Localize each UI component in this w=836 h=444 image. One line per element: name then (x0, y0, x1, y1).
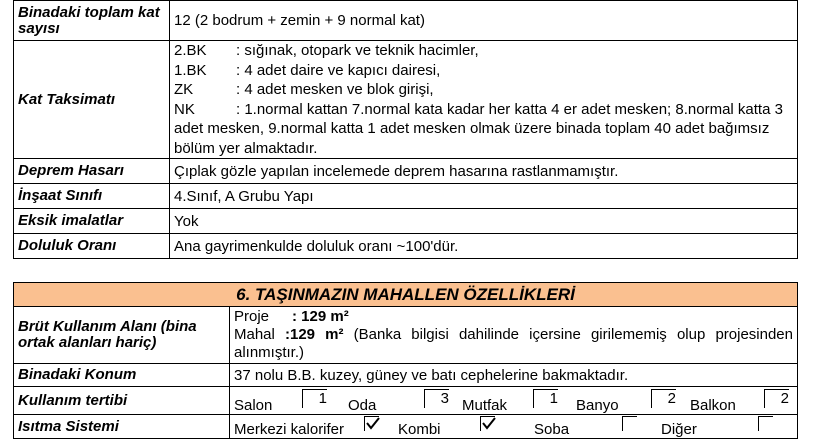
usage-count-field[interactable]: 1 (533, 389, 558, 408)
table-row (14, 415, 798, 439)
row-label: Kat Taksimatı (14, 41, 170, 159)
table-row (14, 364, 798, 387)
floor-code: NK (174, 100, 195, 118)
table-row (14, 387, 798, 415)
usage-item-label: Balkon (690, 397, 736, 414)
row-label: Binadaki toplam kat sayısı (14, 1, 170, 41)
floor-item (174, 100, 793, 159)
usage-item-label: Oda (348, 397, 377, 414)
mahal-line (234, 326, 793, 362)
row-value: Çıplak gözle yapılan incelemede deprem hasarına rastlanmamıştır. (170, 159, 798, 184)
heating-item-label: Diğer (661, 421, 697, 438)
row-label: İnşaat Sınıfı (14, 184, 170, 209)
row-label: Kullanım tertibi (14, 387, 230, 415)
table-row (14, 283, 798, 307)
mahal-value: :129 m² (285, 326, 344, 343)
floor-code: 1.BK (174, 61, 207, 79)
floor-list (170, 41, 798, 159)
row-value: 12 (2 bodrum + zemin + 9 normal kat) (170, 1, 798, 41)
table-row (14, 209, 798, 234)
usage-count-field[interactable]: 2 (651, 389, 676, 408)
table-row (14, 184, 798, 209)
row-value: 4.Sınıf, A Grubu Yapı (170, 184, 798, 209)
checkbox-soba[interactable] (622, 416, 637, 431)
table-row (14, 159, 798, 184)
heating-cell (230, 415, 798, 439)
heating-item-label: Kombi (398, 421, 441, 438)
row-label: Brüt Kullanım Alanı (bina ortak alanları hariç) (14, 307, 230, 364)
usage-count-field[interactable]: 2 (764, 389, 789, 408)
mahal-label: Mahal (234, 326, 275, 343)
floor-item (174, 41, 793, 61)
checkbox-kombi[interactable] (480, 416, 495, 431)
section-title: 6. TAŞINMAZIN MAHALLEN ÖZELLİKLERİ (14, 283, 798, 307)
proje-line (234, 308, 793, 326)
row-value: Yok (170, 209, 798, 234)
checkbox-merkezi-kalorifer[interactable] (364, 416, 379, 431)
checkbox-diger[interactable] (758, 416, 773, 431)
floor-code: ZK (174, 81, 194, 98)
building-info-table (13, 0, 798, 259)
floor-code: 2.BK (174, 42, 207, 59)
heating-item-label: Merkezi kalorifer (234, 421, 345, 438)
usage-count-field[interactable]: 1 (302, 389, 327, 408)
row-label: Deprem Hasarı (14, 159, 170, 184)
floor-desc: : sığınak, otopark ve teknik hacimler, (236, 42, 479, 59)
proje-label: Proje (234, 308, 270, 325)
gross-area-value (230, 307, 798, 364)
row-label: Eksik imalatlar (14, 209, 170, 234)
usage-cell (230, 387, 798, 415)
floor-desc: : 4 adet mesken ve blok girişi, (236, 81, 434, 98)
floor-desc: : 4 adet daire ve kapıcı dairesi, (236, 61, 441, 79)
row-label: Doluluk Oranı (14, 234, 170, 259)
usage-count-field[interactable]: 3 (424, 389, 449, 408)
row-value: Ana gayrimenkulde doluluk oranı ~100'dür. (170, 234, 798, 259)
row-label: Isıtma Sistemi (14, 415, 230, 439)
floor-desc: : 1.normal kattan 7.normal kata kadar her katta 4 er adet mesken; 8.normal katta 3 adet mesken, 9.normal katta 1 adet mesken olmak üzere binada toplam 40 adet bağımsız bölüm yer almaktadır. (174, 100, 783, 157)
table-row (14, 41, 798, 159)
row-value: 37 nolu B.B. kuzey, güney ve batı cephelerine bakmaktadır. (230, 364, 798, 387)
table-row (14, 1, 798, 41)
proje-value: : 129 m² (292, 308, 349, 325)
checkmark-icon (365, 416, 381, 431)
usage-item-label: Salon (234, 397, 273, 414)
heating-item-label: Soba (534, 421, 570, 438)
row-label: Binadaki Konum (14, 364, 230, 387)
usage-item-label: Mutfak (462, 397, 508, 414)
usage-item-label: Banyo (576, 397, 619, 414)
checkmark-icon (481, 416, 497, 431)
floor-item (174, 61, 793, 81)
table-row (14, 234, 798, 259)
section6-table (13, 282, 798, 439)
table-row (14, 307, 798, 364)
floor-item (174, 80, 793, 100)
mahal-note: (Banka bilgisi dahilinde içersine girilememiş olup projesinden alınmıştır.) (234, 326, 793, 361)
